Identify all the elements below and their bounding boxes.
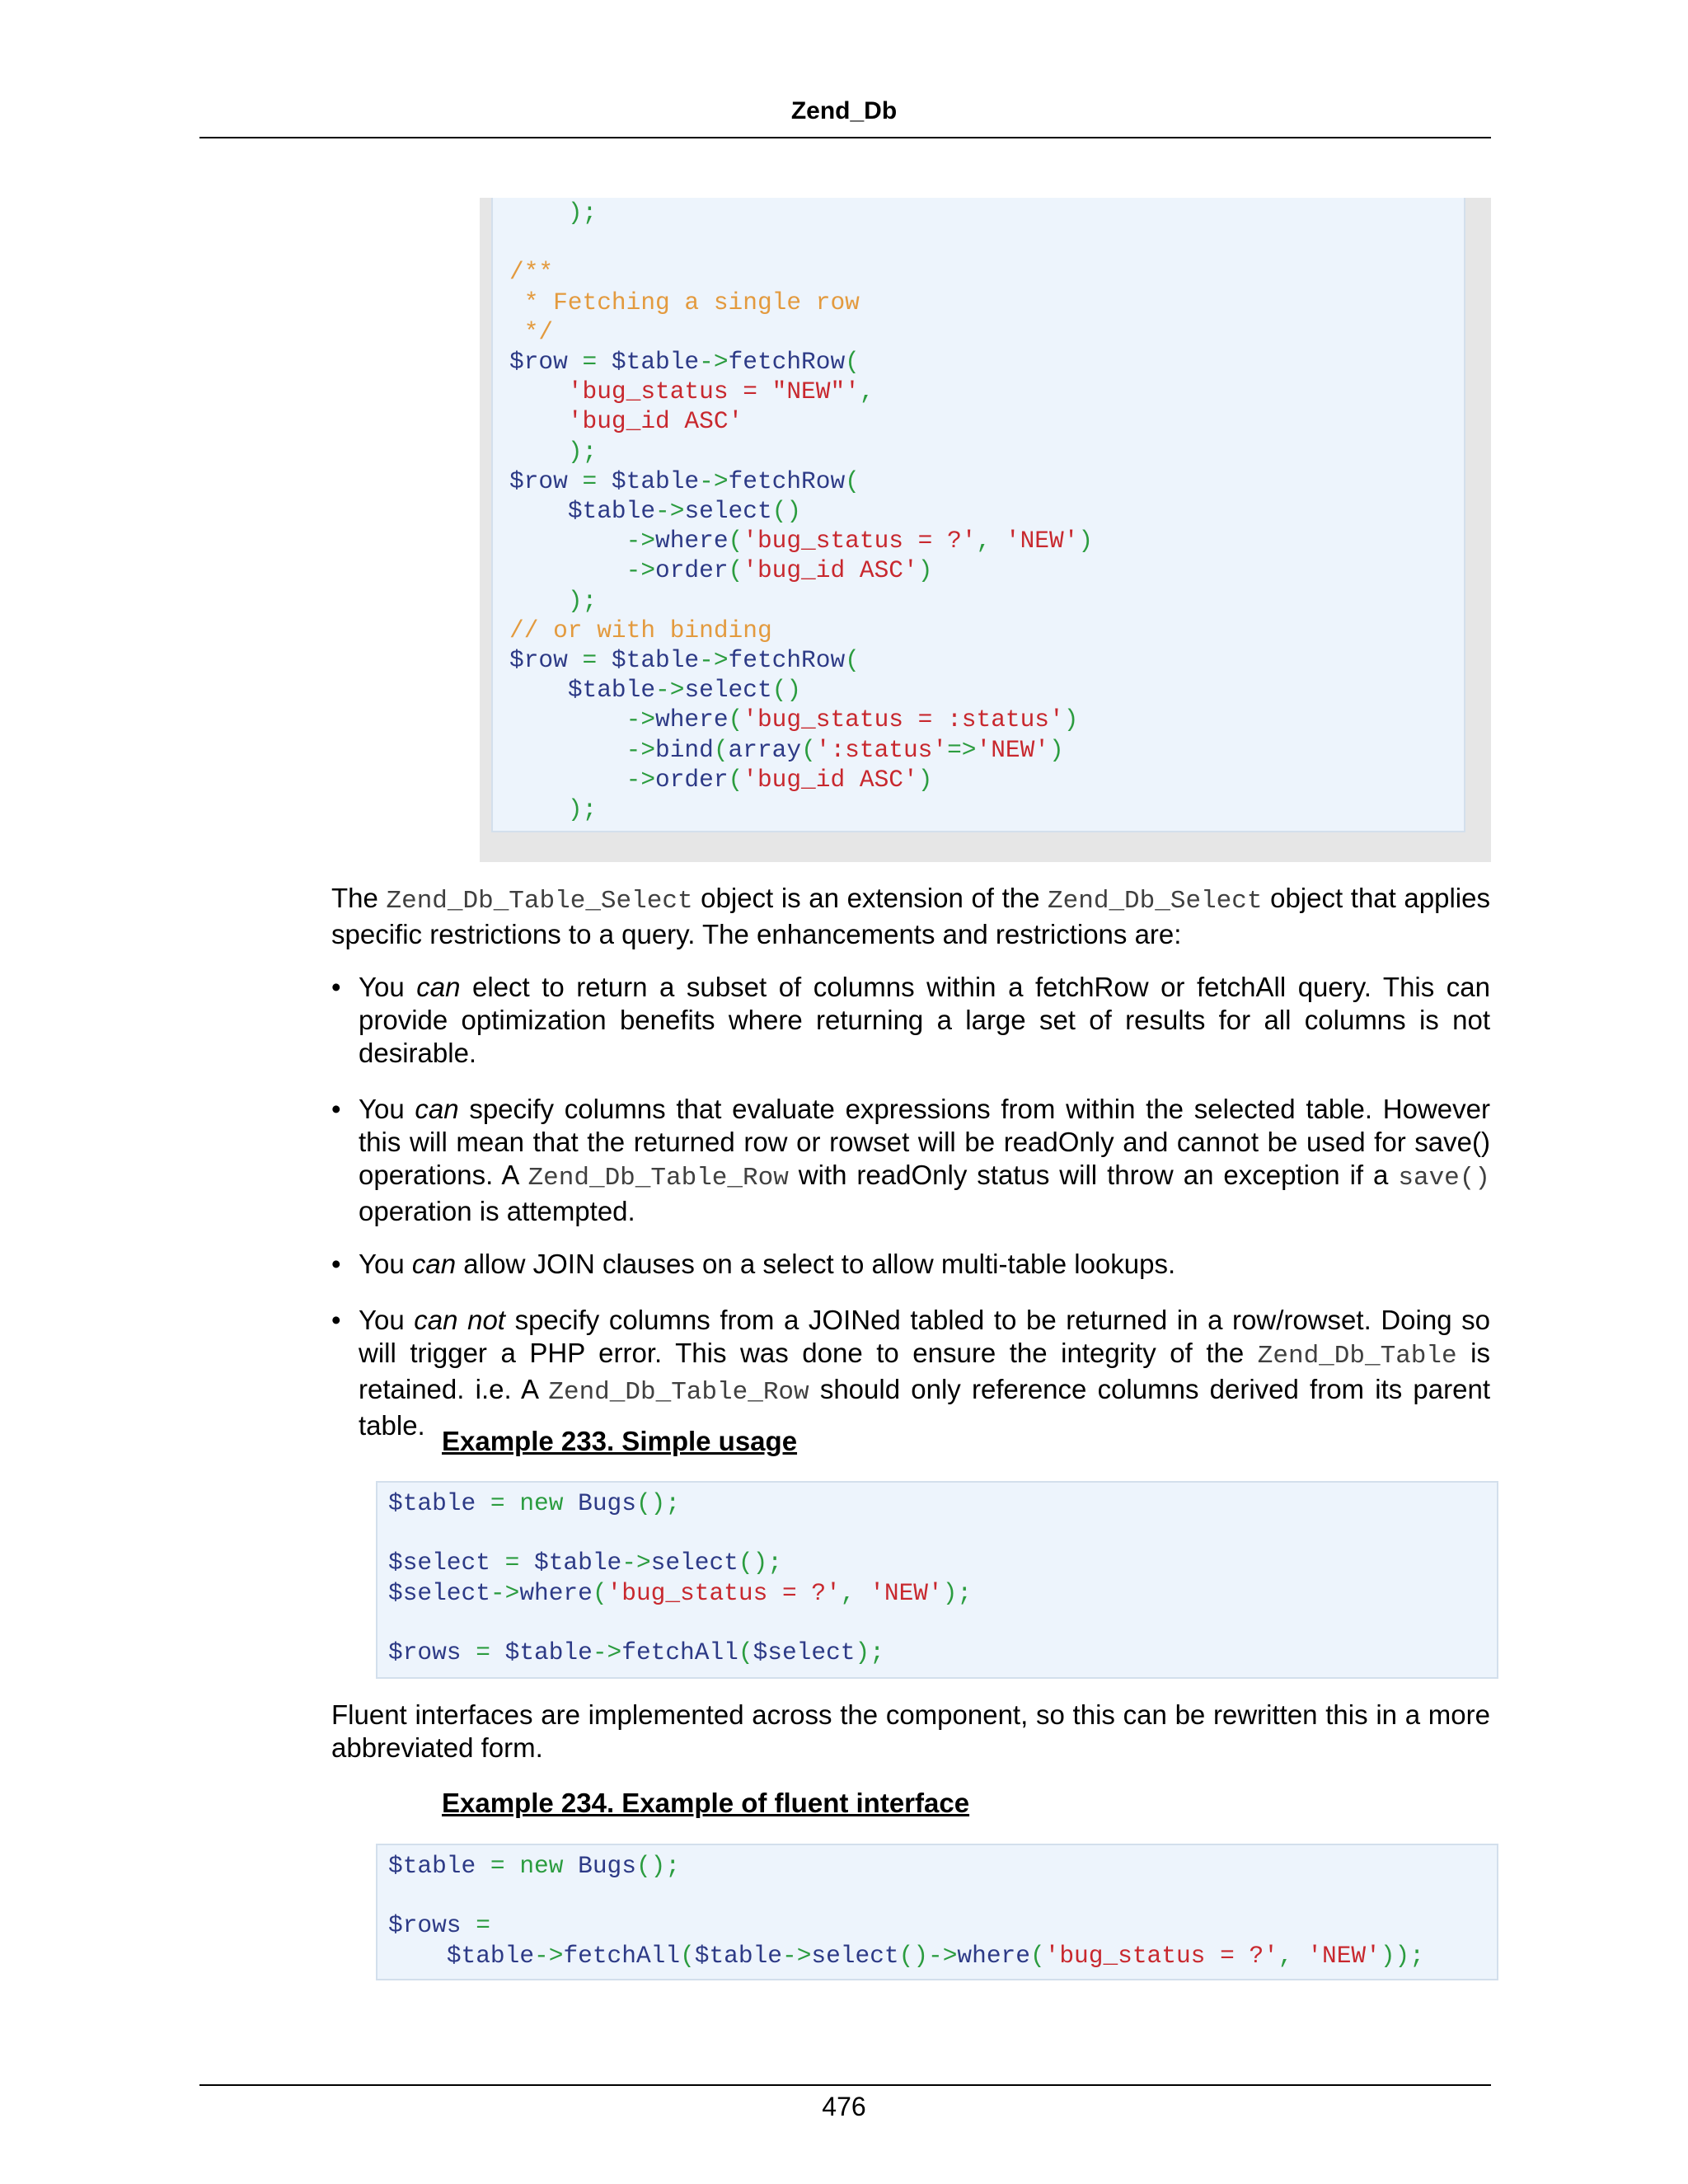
- bullet-item: [331, 971, 1490, 1070]
- example-233-title: Example 233. Simple usage: [442, 1426, 798, 1456]
- method-name-save: save(): [1398, 1164, 1490, 1193]
- example-234-code-block: [376, 1844, 1498, 1980]
- class-name-table-row: Zend_Db_Table_Row: [548, 1378, 809, 1407]
- fluent-paragraph: Fluent interfaces are implemented across the component, so this can be rewritten this in a more abbreviated form.: [331, 1699, 1490, 1763]
- running-header-title: Zend_Db: [790, 97, 898, 124]
- bullet-text: You: [359, 1094, 415, 1124]
- intro-text-3: object that applies specific restrictions to a query. The enhancements and restrictions are:: [331, 883, 1490, 949]
- bullet-text: operation is attempted.: [359, 1196, 635, 1226]
- page-number: 476: [822, 2092, 866, 2121]
- bullet-item: [331, 1304, 1490, 1442]
- bullet-emphasis: can: [411, 1249, 457, 1279]
- bullet-text: You: [359, 1305, 415, 1335]
- bullet-text: allow JOIN clauses on a select to allow multi-table lookups.: [456, 1249, 1176, 1279]
- bullet-text: should only reference columns derived from its parent table.: [359, 1374, 1490, 1441]
- header-rule: [199, 137, 1491, 138]
- bullet-text: elect to return a subset of columns within a fetchRow or fetchAll query. This can provide optimization benefits where returning a large set of results for all columns is not desirable.: [359, 972, 1490, 1068]
- class-name-table: Zend_Db_Table: [1257, 1342, 1457, 1371]
- class-name-table-row: Zend_Db_Table_Row: [528, 1164, 789, 1193]
- bullet-emphasis: can: [416, 972, 461, 1002]
- example-234-title: Example 234. Example of fluent interface: [442, 1788, 970, 1818]
- example-233-code-block: [376, 1481, 1498, 1679]
- code-block-inner: [491, 198, 1465, 832]
- bullet-emphasis: can: [415, 1094, 459, 1124]
- code-block-continuation: [480, 198, 1491, 862]
- bullet-item: [331, 1248, 1490, 1281]
- bullet-dot: •: [331, 1094, 341, 1124]
- bullet-text: specify columns from a JOINed tabled to be returned in a row/rowset. Doing so will trigger a PHP error. This was done to ensure the integrity of the: [359, 1305, 1491, 1368]
- intro-text-2: object is an extension of the: [692, 883, 1048, 913]
- bullet-text: You: [359, 972, 417, 1002]
- bullet-text: specify columns that evaluate expressions from within the selected table. However this will mean that the returned row or rowset will be readOnly and cannot be used for save() operations. A: [359, 1094, 1490, 1190]
- intro-text-1: The: [331, 883, 387, 913]
- bullet-dot: •: [331, 1305, 341, 1335]
- bullet-dot: •: [331, 972, 341, 1002]
- class-name-select: Zend_Db_Select: [1048, 887, 1263, 916]
- footer-rule: [199, 2084, 1491, 2086]
- code-listing: $table = new Bugs(); $select = $table->select(); $select->where('bug_status = ?', 'NEW'); $rows = $table->fetchAll($select);: [388, 1489, 973, 1667]
- bullet-text: is retained. i.e. A: [359, 1338, 1490, 1404]
- bullet-emphasis: can not: [414, 1305, 505, 1335]
- bullet-text: with readOnly status will throw an exception if a: [788, 1160, 1399, 1190]
- bullet-dot: •: [331, 1249, 341, 1279]
- bullet-text: You: [359, 1249, 412, 1279]
- class-name-table-select: Zend_Db_Table_Select: [386, 887, 693, 916]
- intro-paragraph: [331, 882, 1490, 951]
- code-listing: ); /** * Fetching a single row */ $row = $table->fetchRow( 'bug_status = "NEW"', 'bug_id ASC' ); $row = $table->fetchRow( $table->select() ->where('bug_status = ?', 'NEW') ->order('bug_id ASC') ); // or with binding $row = $table->fetchRow( $table->select() ->where('bug_status = :status') ->bind(array(':status'=>'NEW') ->order('bug_id ASC') );: [509, 199, 1094, 824]
- code-listing: $table = new Bugs(); $rows = $table->fetchAll($table->select()->where('bug_status = ?', 'NEW'));: [388, 1852, 1424, 1970]
- bullet-item: [331, 1093, 1490, 1228]
